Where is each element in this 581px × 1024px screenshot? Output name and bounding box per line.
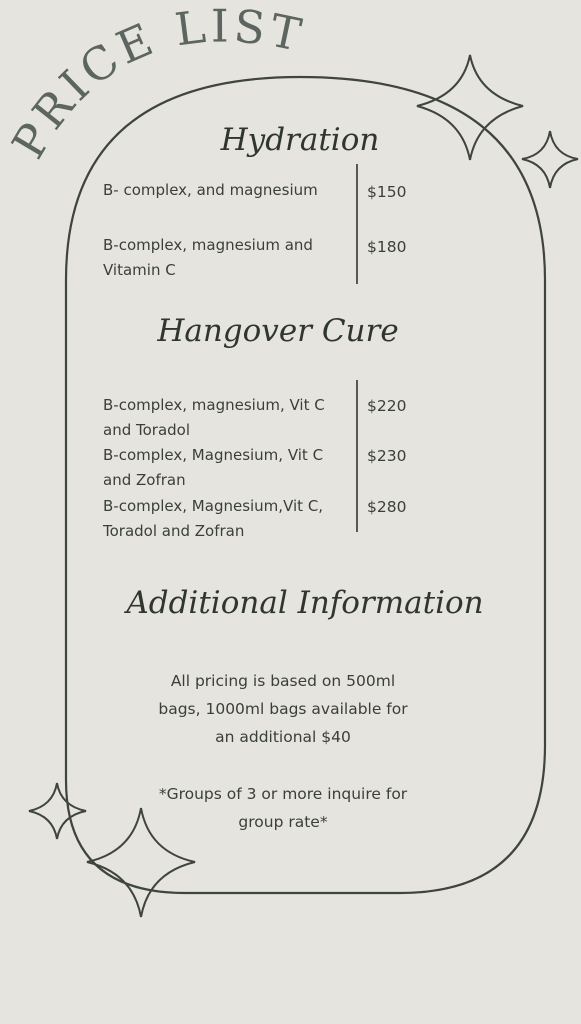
section-heading-hydration: Hydration [220, 122, 380, 158]
list-item-name: B-complex, Magnesium,Vit C, Toradol and Zofran [103, 497, 324, 540]
divider-line-hangover [356, 380, 358, 532]
list-item-name: B-complex, Magnesium, Vit C and Zofran [103, 446, 324, 489]
sparkle-small-bottom-icon [29, 783, 86, 839]
page-title-text: PRICE LIST [1, 0, 310, 168]
pricing-note: All pricing is based on 500ml bags, 1000ml bags available for an additional $40 [158, 672, 408, 746]
list-item-price: $150 [367, 183, 407, 201]
list-item-name: B- complex, and magnesium [103, 181, 318, 199]
list-item-name: B-complex, magnesium and Vitamin C [103, 236, 313, 279]
list-item-name: B-complex, magnesium, Vit C and Toradol [103, 396, 325, 439]
list-item-price: $180 [367, 238, 407, 256]
list-item-price: $280 [367, 498, 407, 516]
divider-line-hydration [356, 164, 358, 284]
list-item-price: $230 [367, 447, 407, 465]
list-item-price: $220 [367, 397, 407, 415]
section-heading-hangover-cure: Hangover Cure [157, 313, 399, 349]
group-rate-note: *Groups of 3 or more inquire for group rate* [158, 785, 408, 831]
section-heading-additional-information: Additional Information [126, 585, 484, 621]
